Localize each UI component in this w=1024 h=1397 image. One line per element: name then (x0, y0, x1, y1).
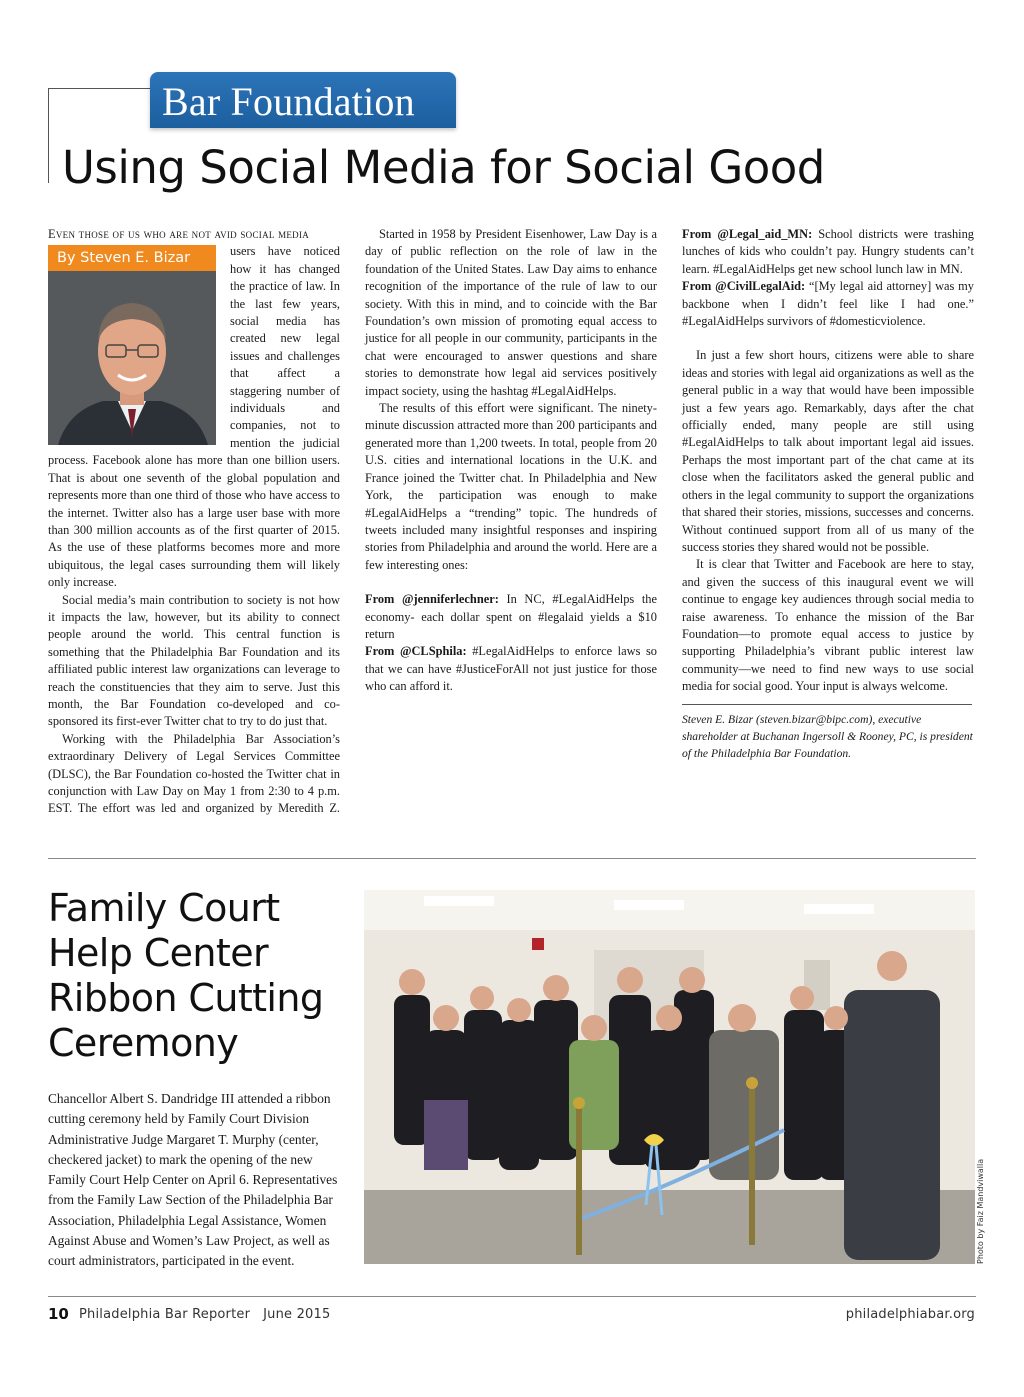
tweet-quote (682, 226, 974, 278)
article-paragraph-2: Social media’s main contribution to society is not how it impacts the law, however, but its ability to connect people around the world. This central function is something that the Philadelphia Bar Foundation and its affiliated public interest law organizations can leverage to reach the constituencies that they aim to serve. Just this month, the Bar Foundation co-developed and co-sponsored its first-ever Twitter chat to try to do just that. (48, 592, 340, 729)
article-column-2 (365, 226, 657, 696)
article-column-1 (48, 226, 340, 818)
tweet-handle: From @CivilLegalAid: (682, 279, 806, 294)
tweet-text: #LegalAidHelps to enforce laws so that we can have #JusticeForAll not just justice for those who can afford it. (365, 644, 658, 694)
author-photo (48, 271, 216, 445)
ribbon-cutting-image (364, 890, 975, 1264)
tweet-quote (365, 591, 657, 643)
photo-credit: Photo by Faiz Mandviwalla (976, 1158, 985, 1264)
ribbon-cutting-photo (364, 890, 975, 1264)
article-paragraph-5: The results of this effort were significant. The ninety-minute discussion attracted more than 200 participants and generated more than 1,200 tweets. In total, people from 20 U.S. cities and international locations in the U.K. and France joined the Twitter chat. In Philadelphia and New York, the participation was enough to make #LegalAidHelps a “trending” topic. The hundreds of tweets included many insightful responses and inspiring stories from Philadelphia and around the world. Here are a few interesting ones: (365, 401, 657, 572)
family-court-caption: Chancellor Albert S. Dandridge III attended a ribbon cutting ceremony held by Family Court Division Administrative Judge Margaret T. Murphy (center, checkered jacket) to mark the opening of the new Family Court Help Center on April 6. Representatives from the Family Law Section of the Philadelphia Bar Association, Philadelphia Legal Assistance, Women Against Abuse and Women’s Law Project, as well as court administrators, participated in the event. (48, 1091, 338, 1269)
tweet-quote (365, 643, 657, 695)
frame-line-vertical (48, 88, 49, 183)
article-paragraph-4: Started in 1958 by President Eisenhower, Law Day is a day of public reflection on the role of law in the foundation of the United States. Law Day aims to enhance recognition of the importance of the rule of law to our society. With this in mind, and to coincide with the Bar Foundation’s own mission of promoting equal access to justice for all people in our community, participants in the chat were encouraged to answer questions and share stories to demonstrate how legal aid services positively impact society, using the hashtag #LegalAidHelps. (365, 227, 657, 398)
article-headline: Using Social Media for Social Good (62, 141, 825, 194)
tweet-text: “[My legal aid attorney] was my backbone when I didn’t feel like I had one.” #LegalAidHelps survivors of #domesticviolence. (682, 279, 974, 329)
section-divider (48, 858, 976, 859)
tweet-text: In NC, #LegalAidHelps the economy- each dollar spent on #legalaid yields a $10 return (365, 592, 657, 641)
footer-divider (48, 1296, 976, 1297)
frame-line-horizontal (48, 88, 153, 89)
author-bio: Steven E. Bizar (steven.bizar@bipc.com), executive shareholder at Buchanan Ingersoll & Rooney, PC, is president of the Philadelphia Bar Foundation. (682, 712, 973, 760)
article-paragraph-6: In just a few short hours, citizens were able to share ideas and stories with legal aid organizations as well as the general public in a way that would have been impossible just a few years ago. Remarkably, days after the chat officially ended, many people are still using #LegalAidHelps to talk about important legal aid issues. Perhaps the most important part of the chat came at its close when the facilitators asked the general public and others in the legal community to support the organizations that shared their stories, missions, successes and concerns. Without continued support from all of us many of the success stories they shared would not be possible. (682, 348, 974, 554)
author-box (48, 245, 216, 445)
author-portrait-image (48, 271, 216, 445)
author-byline-label: By Steven E. Bizar (48, 245, 216, 271)
article-lead-in: Even those of us who are not avid social media (48, 227, 310, 241)
article-paragraph-1: users have noticed how it has changed the practice of law. In the last few years, social media has created new legal issues and challenges that affect a staggering number of individuals and companies, not to mention the judicial process. Facebook alone has more than one billion users. That is about one seventh of the global population and represents more than one third of those who have access to the internet. Twitter also has a large user base with more than 300 million accounts as of the first quarter of 2015. As the use of these platforms becomes more and more ubiquitous, the legal cases surrounding them will likely only increase. (48, 244, 340, 590)
tweet-handle: From @jenniferlechner: (365, 592, 499, 607)
article-paragraph-3: Working with the Philadelphia Bar Association’s extraordinary Delivery of Legal Services Committee (DLSC), the Bar Foundation co-hosted the Twitter chat in conjunction with Law Day on May 1 from 2:30 to 4 p.m. EST. The effort was led and organized by Meredith Z. (48, 731, 340, 816)
byline-divider (682, 704, 972, 705)
website-link[interactable]: philadelphiabar.org (845, 1307, 975, 1322)
article-column-3 (682, 226, 974, 762)
publication-info: Philadelphia Bar Reporter June 2015 (79, 1307, 331, 1322)
tweet-handle: From @Legal_aid_MN: (682, 227, 813, 241)
section-banner-label: Bar Foundation (162, 79, 415, 124)
family-court-headline: Family Court Help Center Ribbon Cutting Ceremony (48, 886, 324, 1065)
tweet-text: School districts were trashing lunches of kids who couldn’t pay. Hungry students can’t learn. #LegalAidHelps get new school lunch law in MN. (682, 227, 974, 276)
page-number: 10 (48, 1305, 69, 1323)
tweet-handle: From @CLSphila: (365, 644, 467, 659)
tweet-quote (682, 278, 974, 330)
article-paragraph-7: It is clear that Twitter and Facebook are here to stay, and given the success of this inaugural event we will continue to engage key audiences through social media to raise awareness. To enhance the mission of the Bar Foundation—to promote equal access to justice by supporting Philadelphia’s vibrant public interest law community—we need to find new ways to use social media for social good. Your input is always welcome. (682, 557, 974, 694)
